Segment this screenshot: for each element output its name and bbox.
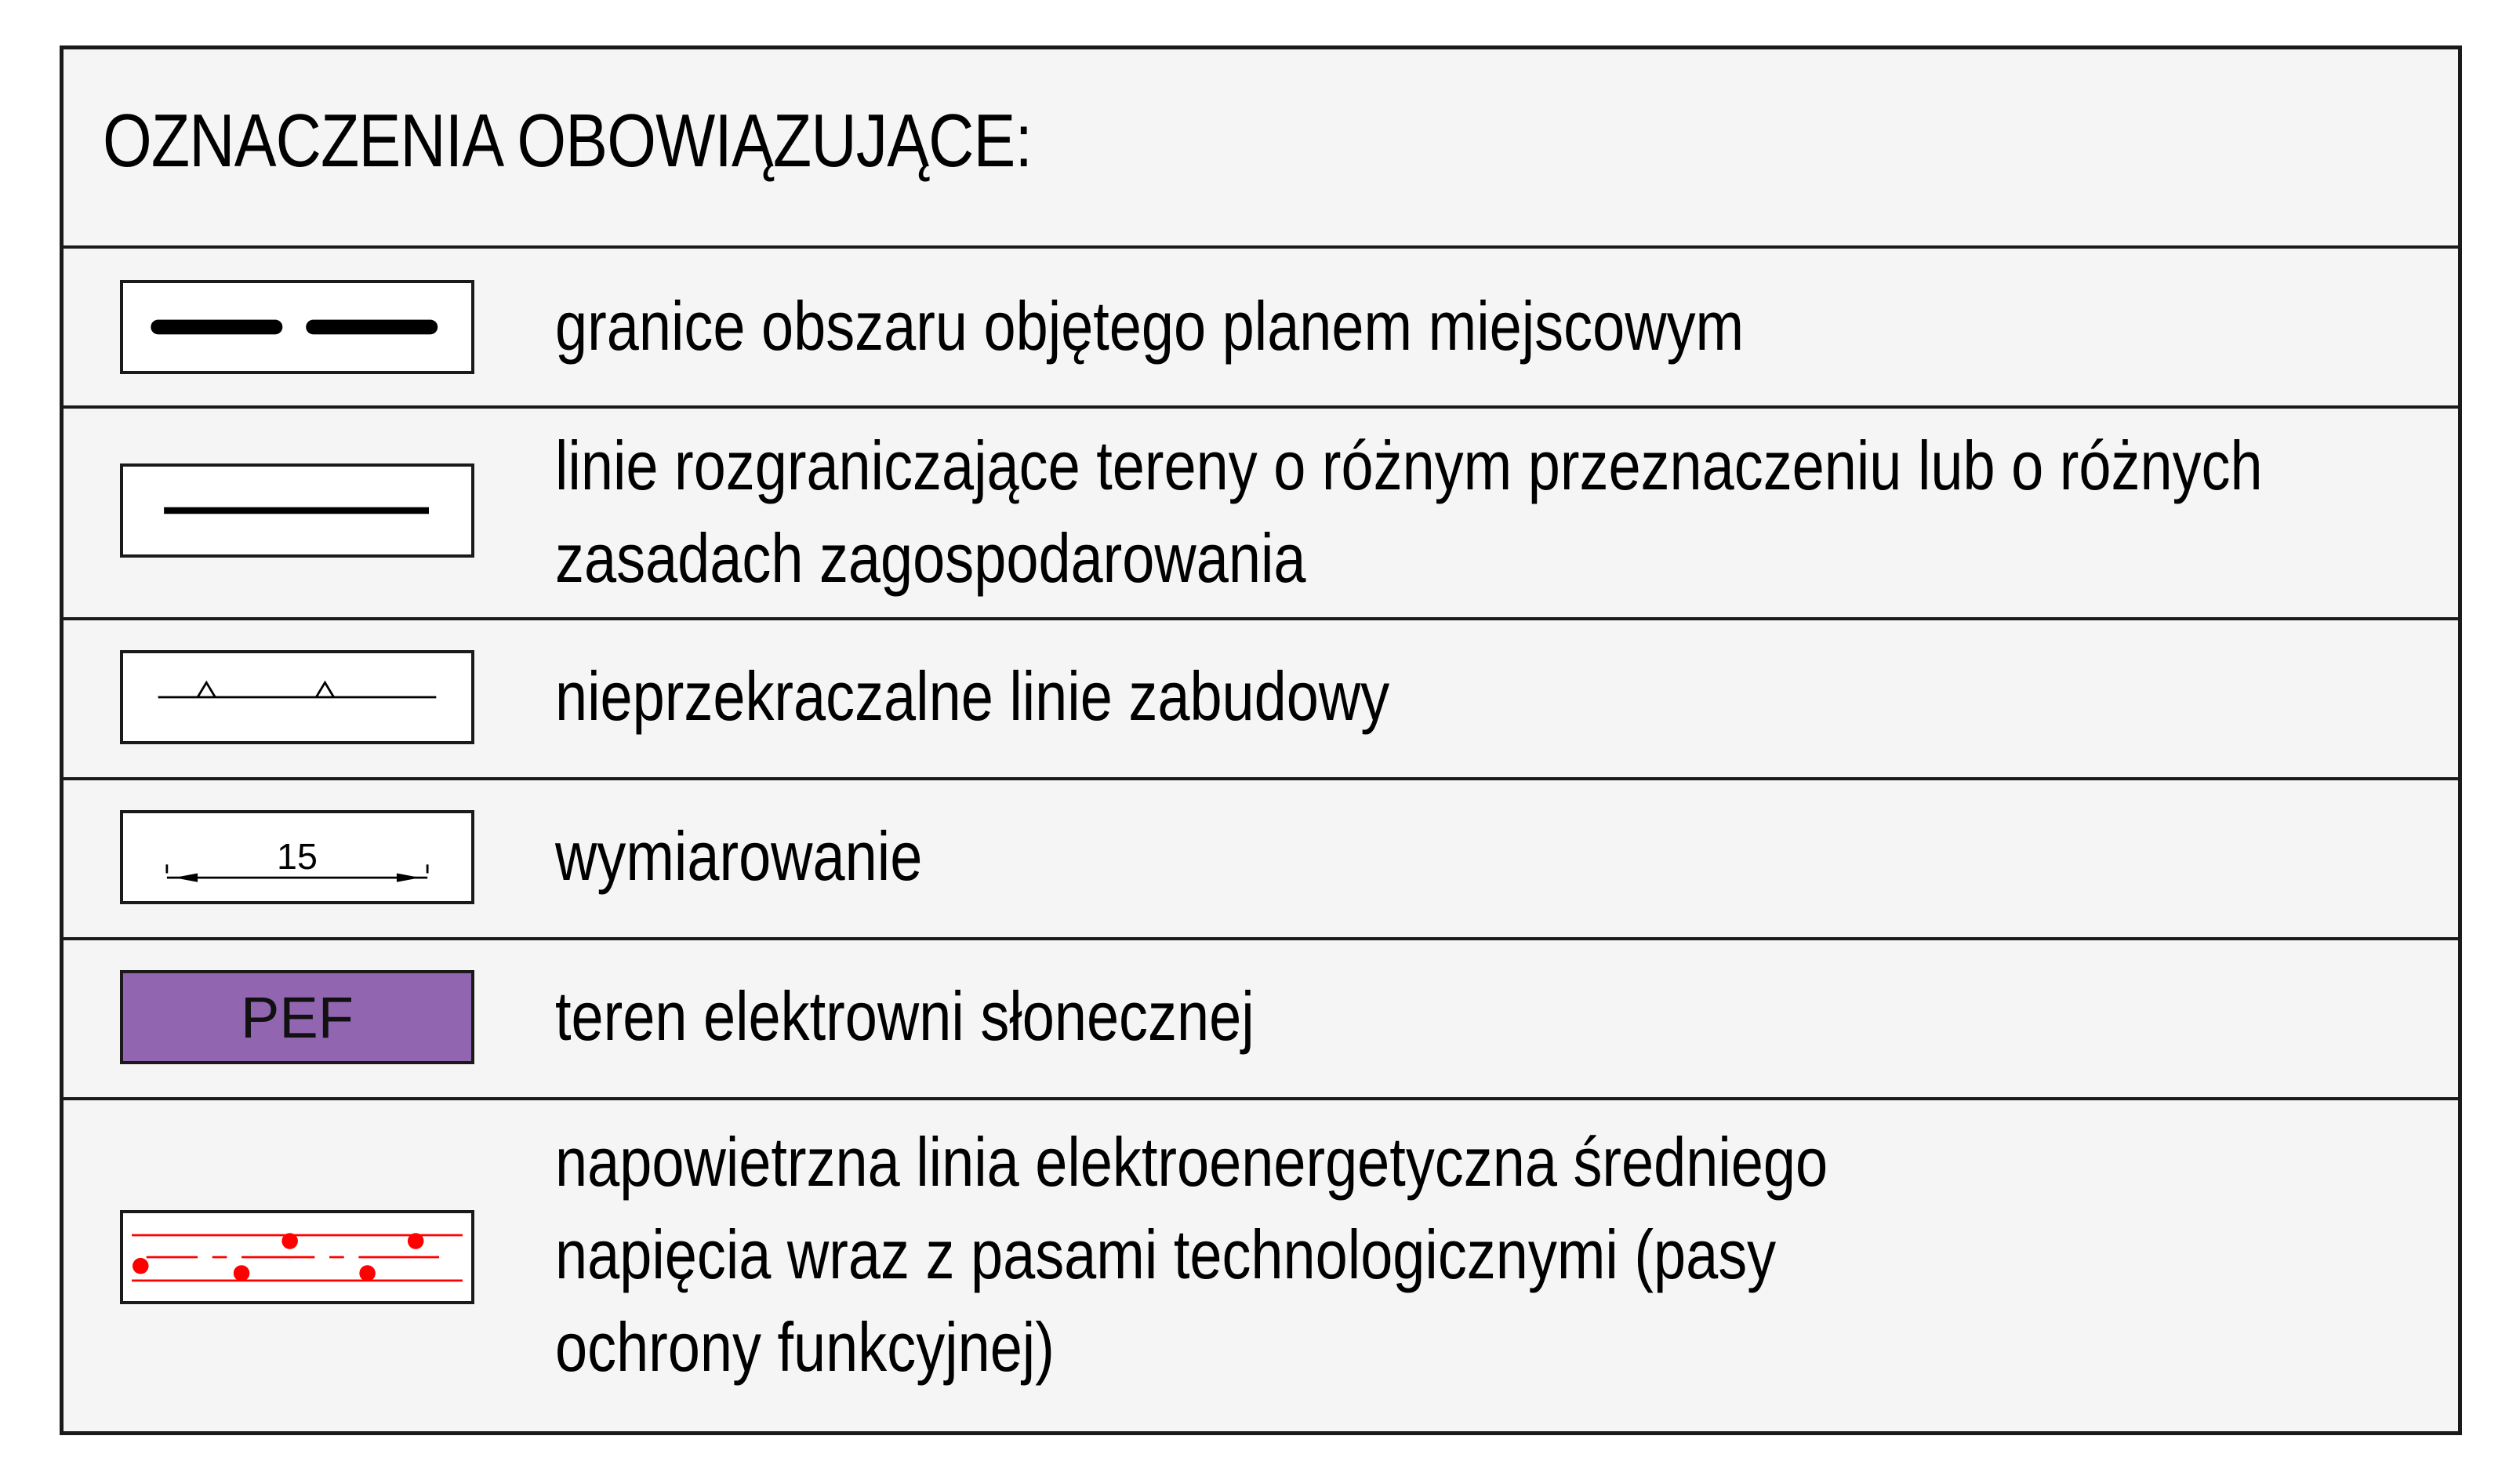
legend-row [64,617,2458,777]
legend-row [64,1097,2458,1431]
description-line: linie rozgraniczające tereny o różnym przeznaczeniu lub o różnych [555,427,2263,504]
symbol-dimension [120,810,474,904]
legend-header [64,49,2458,245]
legend-title: OZNACZENIA OBOWIĄZUJĄCE: [103,99,1033,183]
legend-description [555,650,1389,743]
description-line: nieprzekraczalne linie zabudowy [555,657,1390,735]
dimension-label: 15 [277,835,318,877]
legend-row [64,245,2458,405]
legend-description [555,810,922,903]
pef-label: PEF [241,984,354,1050]
symbol-dashed-boundary [120,280,474,374]
symbol-pef [120,970,474,1064]
building-line-icon [123,653,471,741]
description-line: zasadach zagospodarowania [555,519,1306,597]
legend-row [64,937,2458,1097]
description-line: granice obszaru objętego planem miejscowym [555,287,1745,365]
legend-table [60,45,2462,1435]
legend-row [64,777,2458,937]
dashed-boundary-icon [123,283,471,371]
description-line: napięcia wraz z pasami technologicznymi (pasy [555,1216,1777,1293]
power-line-icon [123,1213,471,1301]
legend-description [555,1116,1828,1394]
symbol-dividing-line [120,463,474,558]
description-line: wymiarowanie [555,817,923,895]
description-line: ochrony funkcyjnej) [555,1308,1055,1386]
symbol-power-line [120,1210,474,1304]
legend-description [555,280,1744,373]
legend-description [555,420,2263,605]
legend-description [555,970,1255,1063]
description-line: napowietrzna linia elektroenergetyczna średniego [555,1123,1828,1201]
solid-line-icon [123,467,471,554]
symbol-building-line [120,650,474,744]
dimension-arrow-icon [123,813,471,901]
legend-row [64,405,2458,617]
description-line: teren elektrowni słonecznej [555,977,1255,1055]
